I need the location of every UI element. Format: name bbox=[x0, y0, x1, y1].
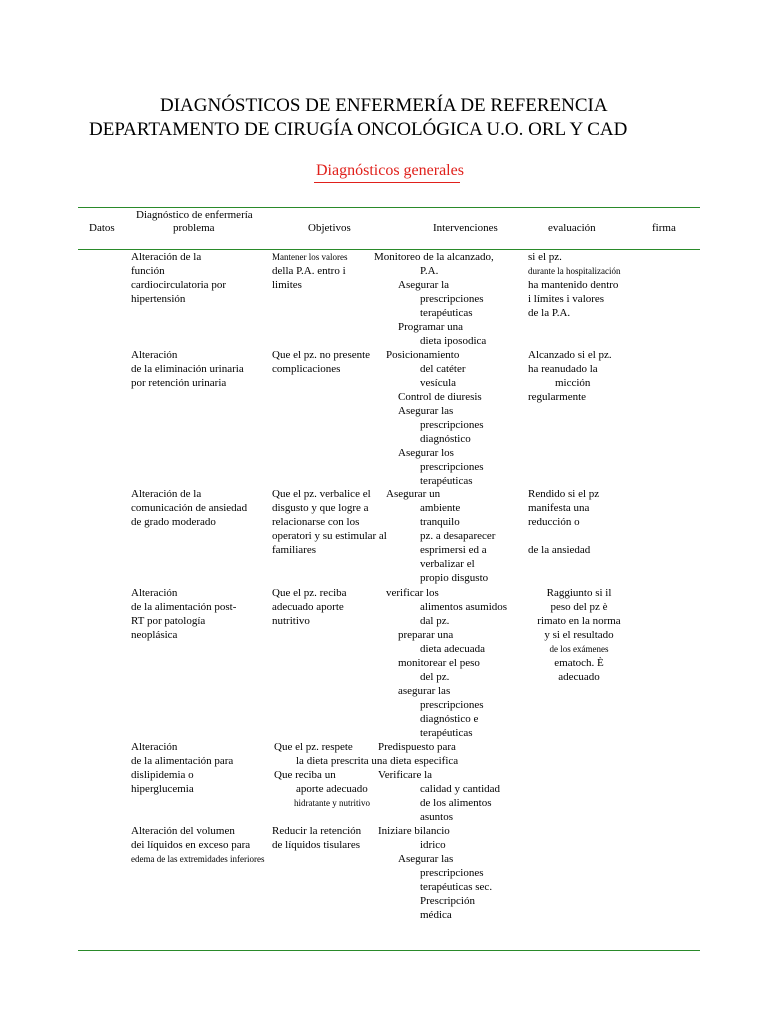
column-header-intervenciones: Intervenciones bbox=[433, 222, 498, 234]
column-header-objetivos: Objetivos bbox=[308, 222, 351, 234]
table-row-5-diagnostic: Alteración de la alimentación para dislipidemia o hiperglucemia bbox=[131, 741, 234, 795]
table-row-4-interventions: verificar los alimentos asumidos dal pz. preparar una dieta adecuada monitorear el peso del pz. asegurar las prescripciones diagnóstico e terapéuticas bbox=[386, 587, 508, 739]
column-header-firma: firma bbox=[652, 222, 676, 234]
table-row-1-objective: Mantener los valores della P.A. entro i limites bbox=[272, 252, 348, 291]
table-row-2-interventions: Posicionamiento del catéter vesícula Control de diuresis Asegurar las prescripciones diagnóstico Asegurar los prescripciones terapéuticas bbox=[386, 349, 484, 487]
table-bottom-rule bbox=[78, 950, 700, 951]
table-row-1-diagnostic: Alteración de la función cardiocirculatoria por hipertensión bbox=[131, 251, 226, 305]
table-row-5-objective: Que el pz. respete la dieta prescrita una dieta especifica Que reciba un aporte adecuado hidratante y nutritivo bbox=[274, 741, 459, 808]
table-top-rule bbox=[78, 207, 700, 208]
table-row-6-objective: Reducir la retención de líquidos tisulares bbox=[272, 825, 362, 851]
subtitle: Diagnósticos generales bbox=[316, 162, 464, 179]
table-row-4-diagnostic: Alteración de la alimentación post- RT por patología neoplásica bbox=[131, 587, 237, 641]
table-row-5-interventions: Predispuesto para Verificare la calidad y cantidad de los alimentos asuntos bbox=[378, 741, 501, 823]
column-header-diagnostico: Diagnóstico de enfermería bbox=[136, 209, 253, 221]
table-row-1-evaluation: si el pz. durante la hospitalización ha mantenido dentro i límites i valores de la P.A. bbox=[528, 251, 621, 319]
title-line-1: DIAGNÓSTICOS DE ENFERMERÍA DE REFERENCIA bbox=[160, 95, 608, 116]
subtitle-underline bbox=[314, 182, 460, 183]
table-row-3-objective: Que el pz. verbalice el disgusto y que logre a relacionarse con los operatori y su estimular al familiares bbox=[272, 488, 387, 556]
table-row-2-objective: Que el pz. no presente complicaciones bbox=[272, 349, 371, 375]
table-row-4-objective: Que el pz. reciba adecuado aporte nutritivo bbox=[272, 587, 347, 627]
table-row-3-interventions: Asegurar un ambiente tranquilo pz. a desaparecer esprimersi ed a verbalizar el propio disgusto bbox=[386, 488, 496, 584]
table-row-3-diagnostic: Alteración de la comunicación de ansiedad de grado moderado bbox=[131, 488, 248, 528]
title-line-2: DEPARTAMENTO DE CIRUGÍA ONCOLÓGICA U.O. ORL Y CAD bbox=[89, 119, 628, 140]
table-row-6-diagnostic: Alteración del volumen dei líquidos en exceso para edema de las extremidades inferiores bbox=[131, 825, 265, 864]
column-header-evaluacion: evaluación bbox=[548, 222, 596, 234]
table-row-6-interventions: Iniziare bilancio idrico Asegurar las prescripciones terapéuticas sec. Prescripción médica bbox=[378, 825, 493, 921]
table-row-1-interventions: Monitoreo de la alcanzado, P.A. Asegurar la prescripciones terapéuticas Programar una dieta iposodica bbox=[374, 251, 494, 347]
table-row-2-evaluation: Alcanzado si el pz. ha reanudado la micción regularmente bbox=[528, 349, 612, 403]
table-row-4-evaluation: Raggiunto si il peso del pz è rimato en la norma y si el resultado de los exámenes ematoch. È adecuado bbox=[537, 587, 621, 683]
table-row-2-diagnostic: Alteración de la eliminación urinaria por retención urinaria bbox=[131, 349, 244, 389]
table-row-3-evaluation: Rendido si el pz manifesta una reducción o de la ansiedad bbox=[528, 488, 600, 556]
column-header-datos: Datos bbox=[89, 222, 115, 234]
column-header-problema: problema bbox=[173, 222, 215, 234]
